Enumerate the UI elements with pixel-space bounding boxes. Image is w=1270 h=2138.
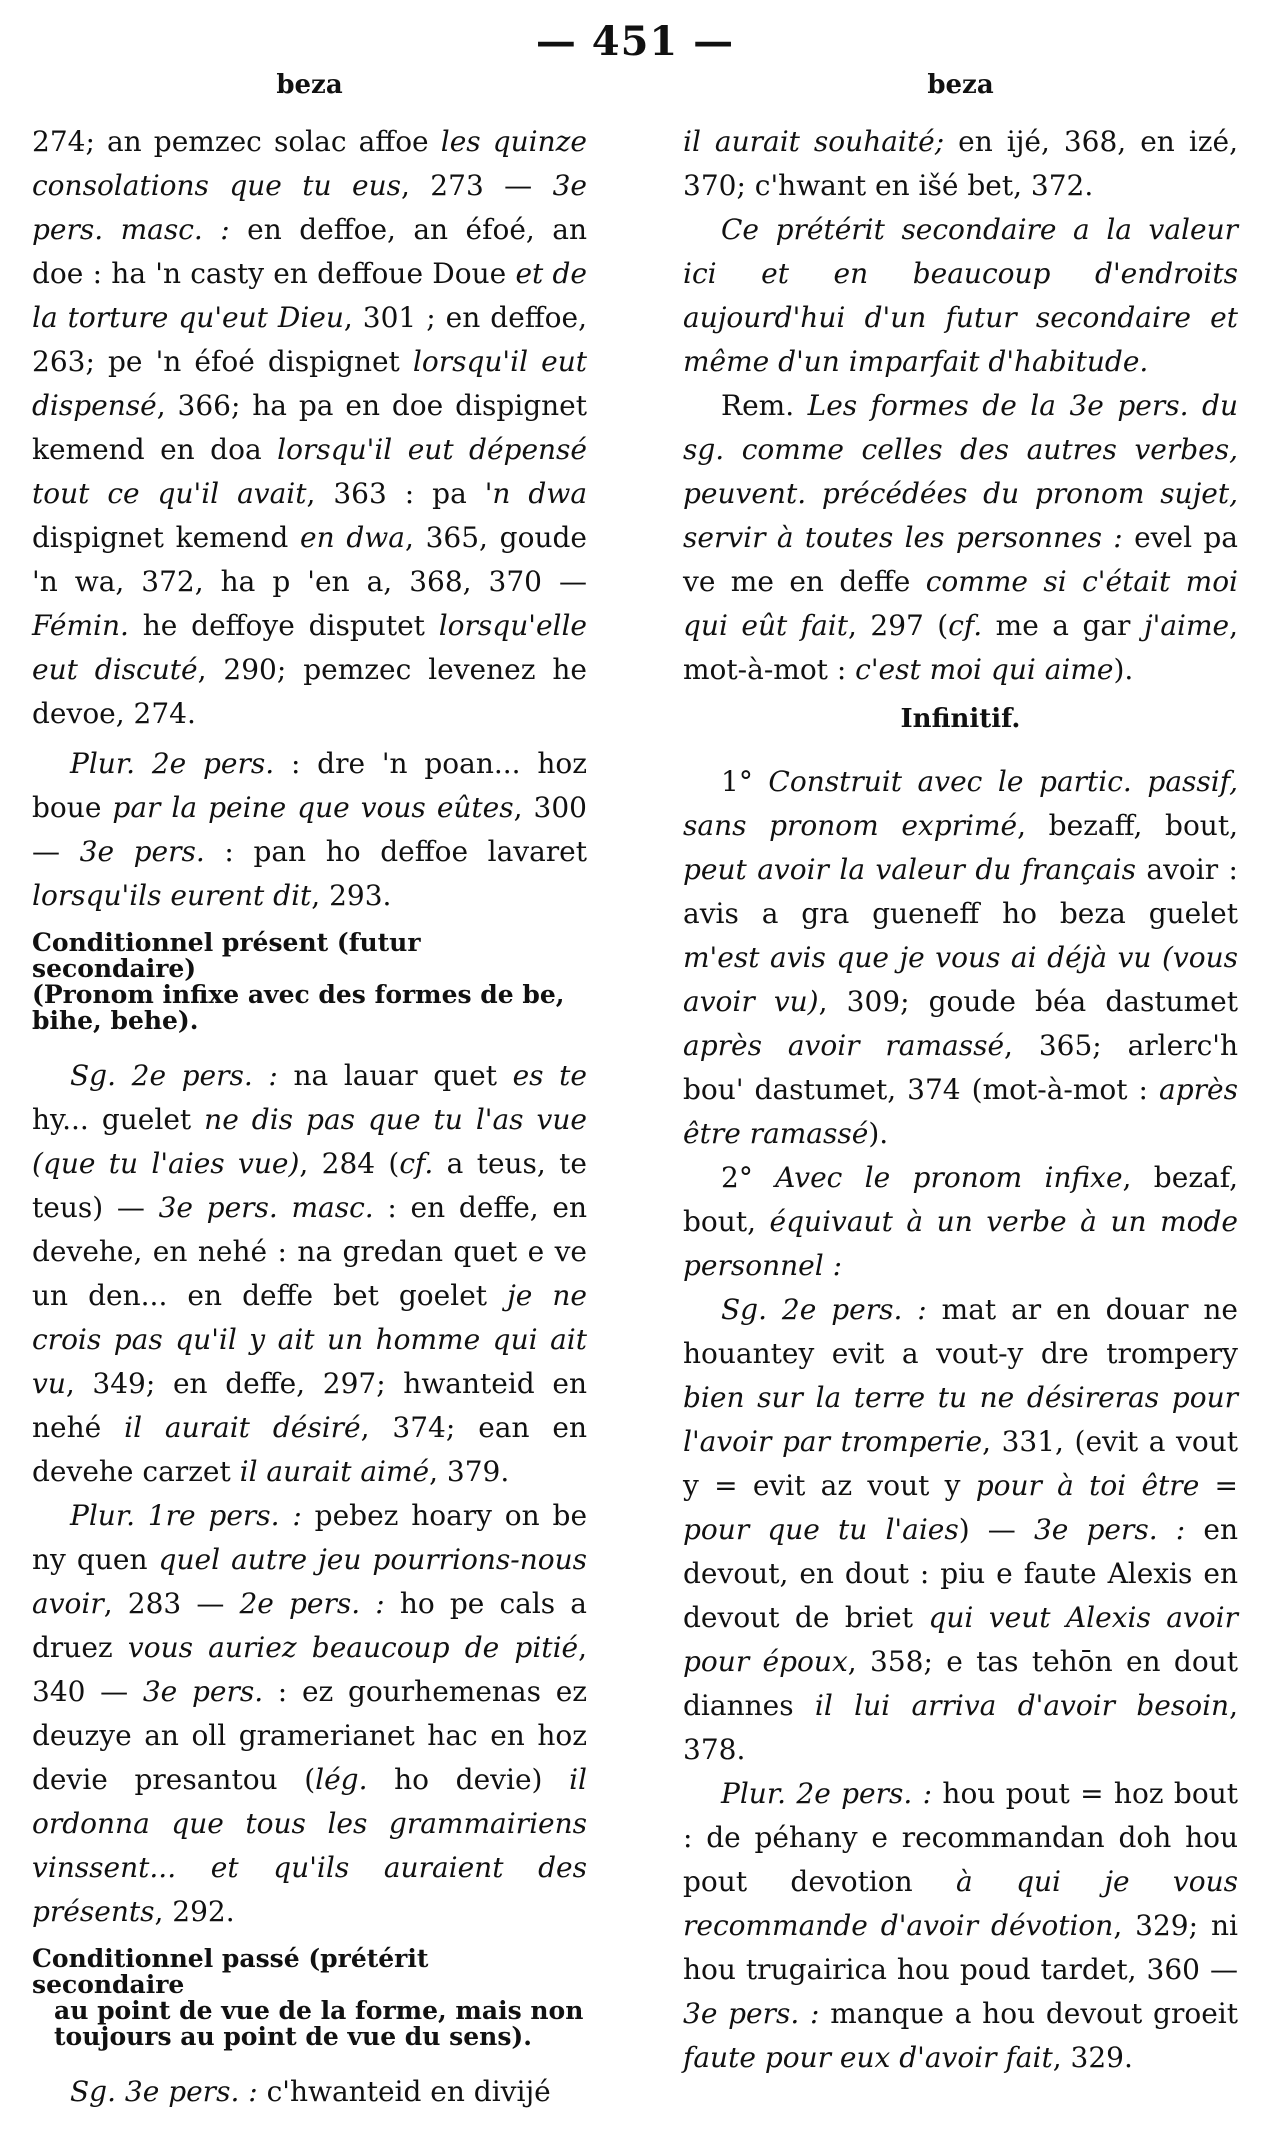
text-run: , 366; ha pa en doe dispignet kemend en doa (32, 389, 587, 466)
text-run: , 374; ean en devehe carzet (32, 1411, 587, 1488)
text-run: a teus, te teus) — (32, 1147, 587, 1224)
italic-run: les quinze consolations que tu eus (32, 125, 587, 202)
text-run: he deffoye disputet (128, 609, 439, 642)
text-run: , 365, goude 'n wa, 372, ha p 'en a, 368, 370 — (32, 521, 587, 598)
italic-run: peut avoir la valeur du français (683, 853, 1136, 886)
text-run: , 363 : pa (306, 477, 485, 510)
text-run: , 300 — (32, 791, 587, 868)
right-paragraph-sg2 (683, 1288, 1238, 1772)
text-run: , 284 ( (299, 1147, 400, 1180)
italic-run: 3e pers. : (1033, 1513, 1186, 1546)
text-run: , 378. (683, 1689, 1238, 1766)
italic-run: après avoir ramassé (683, 1029, 1005, 1062)
italic-run: 3e pers. masc. (158, 1191, 374, 1224)
italic-run: bien sur la terre tu ne désireras pour l'avoir par tromperie (683, 1381, 1238, 1458)
text-run: , 283 — (103, 1587, 240, 1620)
italic-run: il aurait aimé (239, 1455, 430, 1488)
italic-run: je ne crois pas qu'il y ait un homme qui ait vu (32, 1279, 587, 1400)
italic-run: par la peine que vous eûtes (112, 791, 514, 824)
subheading-line: Conditionnel présent (futur secondaire) (32, 928, 421, 983)
text-run: 274; an pemzec solac affoe (32, 125, 441, 158)
text-run: hou pout = hoz bout : de péhany e recommandan doh hou pout devotion (683, 1777, 1238, 1898)
left-paragraph-sg3 (32, 2070, 587, 2114)
italic-run: quel autre jeu pourrions-nous avoir (32, 1543, 587, 1620)
text-run: , 358; e tas tehōn en dout diannes (683, 1645, 1239, 1722)
left-paragraph-plural (32, 742, 587, 918)
italic-run: il aurait désiré (124, 1411, 361, 1444)
right-paragraph-plur2 (683, 1772, 1238, 2080)
text-run: avoir : avis a gra gueneff ho beza guelet (683, 853, 1238, 930)
text-run: evel pa ve me en deffe (683, 521, 1238, 598)
right-column (683, 70, 1238, 2080)
italic-run: comme si c'était moi qui eût fait (683, 565, 1239, 642)
right-paragraph-1o (683, 760, 1238, 1156)
right-paragraph-rem (683, 384, 1238, 692)
text-run: pebez hoary on be ny quen (32, 1499, 588, 1576)
italic-run: Sg. 3e pers. : (70, 2075, 258, 2108)
italic-run: j'aime (1143, 609, 1230, 642)
italic-run: et de la torture qu'eut Dieu (32, 257, 588, 334)
subheading-line: toujours au point de vue du sens). (54, 2022, 532, 2051)
left-paragraph-plur (32, 1494, 587, 1934)
italic-run: Fémin. (32, 609, 129, 642)
left-paragraph-sg (32, 1054, 587, 1494)
italic-run: 3e pers. : (683, 1997, 820, 2030)
text-run: , 340 — (32, 1631, 587, 1708)
right-running-head: beza (927, 70, 994, 100)
text-run: manque a hou devout groeit (819, 1997, 1238, 2030)
italic-run: Construit avec le partic. passif, sans pronom exprimé (683, 765, 1238, 842)
italic-run: c'est moi qui aime (855, 653, 1114, 686)
text-run: Rem. (721, 389, 808, 422)
left-column (32, 70, 587, 2114)
text-run: 1° (721, 765, 769, 798)
text-run: ho pe cals a druez (32, 1587, 587, 1664)
italic-run: lorsqu'ils eurent dit (32, 879, 312, 912)
italic-run: il ordonna que tous les grammairiens vinssent... et qu'ils auraient des présents (32, 1763, 587, 1928)
italic-run: Sg. 2e pers. : (721, 1293, 927, 1326)
italic-run: 'n dwa (484, 477, 588, 510)
text-run: ho devie) (367, 1763, 570, 1796)
italic-run: 3e pers. (142, 1675, 264, 1708)
italic-run: pour à toi être = pour que tu l'aies (683, 1469, 1238, 1546)
italic-run: Les formes de la 3e pers. du sg. comme celles des autres verbes, peuvent. précédées du pronom sujet, servir à toutes les personnes : (683, 389, 1238, 554)
italic-run: Ce prétérit secondaire a la valeur ici et en beaucoup d'endroits aujourd'hui d'un futur secondaire et même d'un imparfait d'habitude. (683, 213, 1238, 378)
italic-run: es te (512, 1059, 587, 1092)
text-run: , mot-à-mot : (683, 609, 1238, 686)
italic-run: Plur. 1re pers. : (70, 1499, 302, 1532)
subheading-line: Conditionnel passé (prétérit secondaire (32, 1944, 429, 1999)
italic-run: ne dis pas que tu l'as vue (que tu l'aies vue) (32, 1103, 587, 1180)
text-run: mat ar en douar ne houantey evit a vout-y dre trompery (683, 1293, 1238, 1370)
italic-run: 3e pers. masc. : (32, 169, 587, 246)
text-run: ). (1113, 653, 1134, 686)
italic-run: qui veut Alexis avoir pour époux (683, 1601, 1238, 1678)
text-run: , bezaff, bout, (1017, 809, 1238, 842)
left-running-head: beza (276, 70, 343, 100)
text-run: c'hwanteid en divijé (257, 2075, 551, 2108)
text-run: ). (868, 1117, 889, 1150)
subheading-conditionnel-present (32, 930, 587, 1034)
text-run: , 329; ni hou trugairica hou poud tardet, 360 — (683, 1909, 1238, 1986)
text-run: en deffoe, an éfoé, an doe : ha 'n casty en deffoue Doue (32, 213, 587, 290)
italic-run: il lui arriva d'avoir besoin (814, 1689, 1230, 1722)
text-run: , 365; arlerc'h bou' dastumet, 374 (mot-à-mot : (683, 1029, 1238, 1106)
text-run: me a gar (982, 609, 1144, 642)
italic-run: lorsqu'il eut dispensé (32, 345, 587, 422)
text-run: na lauar quet (277, 1059, 513, 1092)
italic-run: Plur. 2e pers. (70, 747, 275, 780)
italic-run: 3e pers. (79, 835, 205, 868)
text-run: , 292. (154, 1895, 235, 1928)
text-run: en devout, en dout : piu e faute Alexis en devout de briet (683, 1513, 1238, 1634)
italic-run: Sg. 2e pers. : (70, 1059, 278, 1092)
italic-run: cf. (948, 609, 983, 642)
italic-run: Plur. 2e pers. : (721, 1777, 933, 1810)
text-run: , 349; en deffe, 297; hwanteid en nehé (32, 1367, 587, 1444)
text-run: , bezaf, bout, (683, 1161, 1239, 1238)
italic-run: Avec le pronom infixe (775, 1161, 1123, 1194)
subheading-line: (Pronom infixe avec des formes de be, bihe, behe). (32, 980, 565, 1035)
text-run: : pan ho deffoe lavaret (204, 835, 587, 868)
italic-run: lorsqu'il eut dépensé tout ce qu'il avait (32, 433, 587, 510)
right-paragraph-2o (683, 1156, 1238, 1288)
italic-run: faute pour eux d'avoir fait (683, 2041, 1053, 2074)
italic-run: en dwa (300, 521, 405, 554)
italic-run: à qui je vous recommande d'avoir dévotion (683, 1865, 1238, 1942)
text-run: , 297 ( (848, 609, 949, 642)
italic-run: après être ramassé (683, 1073, 1238, 1150)
text-run: ) — (958, 1513, 1034, 1546)
text-run: 2° (721, 1161, 776, 1194)
text-run: hy... guelet (32, 1103, 205, 1136)
italic-run: lég. (315, 1763, 368, 1796)
right-paragraph-note (683, 208, 1238, 384)
text-run: , 293. (311, 879, 392, 912)
text-run: , 331, (evit a vout y = evit az vout y (683, 1425, 1238, 1502)
italic-run: 2e pers. : (239, 1587, 385, 1620)
italic-run: cf. (399, 1147, 434, 1180)
italic-run: il aurait souhaité; (683, 125, 945, 158)
text-run: , 329. (1052, 2041, 1133, 2074)
text-run: : en deffe, en devehe, en nehé : na gredan quet e ve un den... en deffe bet goelet (32, 1191, 588, 1312)
text-run: , 273 — (400, 169, 553, 202)
italic-run: équivaut à un verbe à un mode personnel : (683, 1205, 1238, 1282)
text-run: , 309; goude béa dastumet (818, 985, 1238, 1018)
text-run: : dre 'n poan... hoz boue (32, 747, 587, 824)
text-run: , 301 ; en deffoe, 263; pe 'n éfoé dispignet (32, 301, 587, 378)
page-number: — 451 — (535, 18, 735, 65)
text-run: en ijé, 368, en izé, 370; c'hwant en išé bet, 372. (683, 125, 1239, 202)
text-run: : ez gourhemenas ez deuzye an oll gramerianet hac en hoz devie presantou ( (32, 1675, 588, 1796)
text-run: , 290; pemzec levenez he devoe, 274. (32, 653, 587, 730)
left-paragraph-1 (32, 120, 587, 736)
text-run: , 379. (429, 1455, 510, 1488)
text-run: dispignet kemend (32, 521, 301, 554)
section-title-infinitif: Infinitif. (900, 704, 1021, 734)
subheading-line: au point de vue de la forme, mais non (54, 1996, 584, 2025)
right-paragraph-1 (683, 120, 1238, 208)
italic-run: lorsqu'elle eut discuté (32, 609, 587, 686)
subheading-conditionnel-passe (32, 1946, 587, 2050)
italic-run: vous auriez beaucoup de pitié (127, 1631, 579, 1664)
italic-run: m'est avis que je vous ai déjà vu (vous avoir vu) (683, 941, 1238, 1018)
